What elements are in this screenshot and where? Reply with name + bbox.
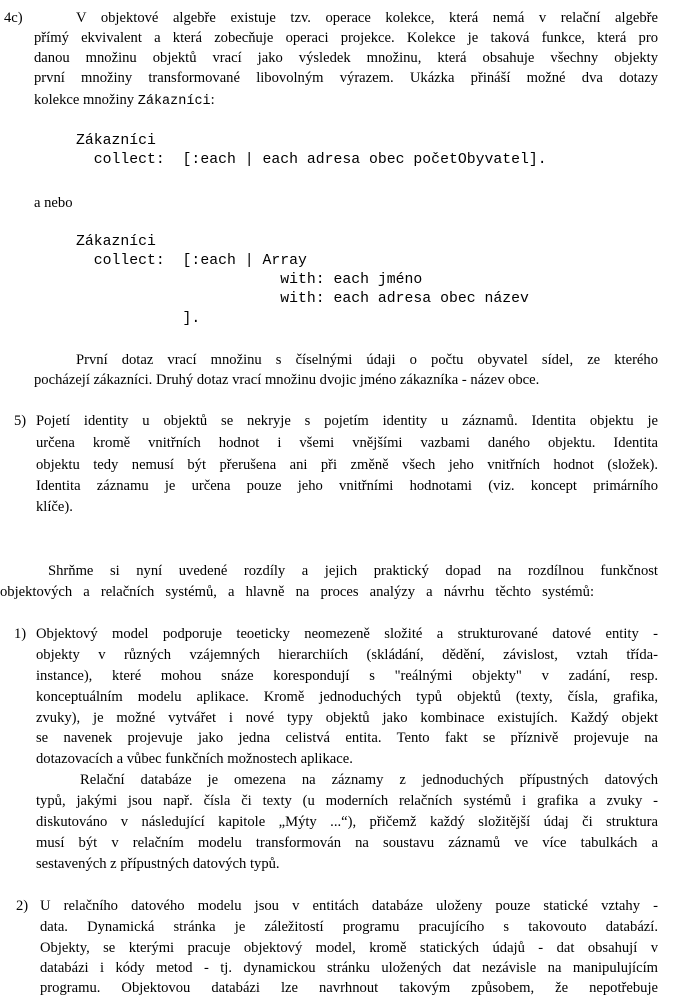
item2-line-2: data. Dynamická stránka je záležitostí programu pracujícího s takovouto databází.	[40, 919, 658, 935]
sec4c-line-1: V objektové algebře existuje tzv. operace kolekce, která nemá v relační algebře	[76, 10, 658, 26]
item1-line-1: Objektový model podporuje teoeticky neomezeně složité a strukturované datové entity -	[36, 626, 658, 642]
sec5-line-3: objektu tedy nemusí být přerušena ani při změně všech jeho vnitřních hodnot (složek).	[36, 457, 658, 473]
dotaz-line-1: První dotaz vrací množinu s číselnými údaji o počtu obyvatel sídel, ze kterého	[76, 352, 658, 368]
sec5-line-1: Pojetí identity u objektů se nekryje s pojetím identity u záznamů. Identita objektu je	[36, 413, 658, 429]
item2-line-1: U relačního datového modelu jsou v entitách databáze uloženy pouze statické vztahy -	[40, 898, 658, 914]
item2-label: 2)	[16, 898, 29, 914]
summary-line-1: Shrňme si nyní uvedené rozdíly a jejich praktický dopad na rozdílnou funkčnost	[48, 563, 658, 579]
section-label-4c: 4c)	[4, 10, 23, 26]
item1-line-7: dotazovacích a vůbec funkčních možnostech aplikace.	[36, 751, 353, 767]
item2-line-4: databázi i kódy metod - tj. dynamickou stránku uložených dat nezávisle na manipulujícím	[40, 960, 658, 976]
item1-label: 1)	[14, 626, 27, 642]
item1-para2-line-5: sestavených z přípustných datových typů.	[36, 856, 280, 872]
item1-line-6: se navenek projevuje jako jedna celistvá entita. Tento fakt se příznivě projevuje na	[36, 730, 658, 746]
inline-code-zakaznici: Zákazníci	[137, 94, 211, 109]
item1-line-5: zvuky), je možné vytvářet i nové typy objektů jako kombinace existujích. Každý objekt	[36, 710, 658, 726]
sec5-line-5: klíče).	[36, 499, 73, 515]
code1-line-1: Zákazníci	[76, 133, 156, 149]
section-label-5: 5)	[14, 413, 27, 429]
item1-para2-line-3: diskutováno v následující kapitole „Mýty ...“), přičemž každý složitější údaj či struktura	[36, 814, 658, 830]
code2-line-3: with: each jméno	[76, 272, 423, 288]
code2-line-5: ].	[76, 311, 201, 327]
item2-line-3: Objekty, se kterými pracuje objektový model, kromě statických údajů - dat obsahují v	[40, 940, 658, 956]
item1-para2-line-2: typů, jakými jsou např. čísla či texty (u moderních relačních systémů i grafika a zvuky -	[36, 793, 658, 809]
item1-para2-line-4: musí být v relačním modelu transformován na soustavu záznamů ve více tabulkách a	[36, 835, 658, 851]
code2-line-4: with: each adresa obec název	[76, 291, 529, 307]
sec5-line-2: určena kromě vnitřních hodnot i všemi vnějšími vazbami daného objektu. Identita	[36, 435, 658, 451]
sec4c-line-3: danou množinu objektů vrací jako výsledek množinu, která obsahuje všechny objekty	[34, 50, 658, 66]
a-nebo-text: a nebo	[34, 195, 73, 211]
code2-line-2: collect: [:each | Array	[76, 253, 307, 269]
item1-line-2: objekty v různých vzájemných hierarchiích (skládání, dědění, závislost, vztah třída-	[36, 647, 658, 663]
code1-line-2: collect: [:each | each adresa obec početObyvatel].	[76, 152, 547, 168]
code2-line-1: Zákazníci	[76, 234, 156, 250]
sec4c-line-5	[34, 90, 215, 110]
dotaz-line-2: pocházejí zákazníci. Druhý dotaz vrací množinu dvojic jméno zákazníka - název obce.	[34, 372, 540, 388]
item1-para2-line-1: Relační databáze je omezena na záznamy z jednoduchých přípustných datových	[80, 772, 658, 788]
item1-line-4: konceptuálním modelu aplikace. Kromě jednoduchých typů objektů (texty, čísla, grafika,	[36, 689, 658, 705]
sec4c-line-5-colon: :	[210, 92, 215, 108]
sec4c-line-2: přímý ekvivalent a která zobecňuje operaci projekce. Kolekce je taková funkce, která pro	[34, 30, 658, 46]
item1-line-3: instance), které mohou snáze korespondují s "reálnými objekty" v zadání, resp.	[36, 668, 658, 684]
sec4c-line-5-text: kolekce množiny	[34, 92, 138, 108]
summary-line-2: objektových a relačních systémů, a hlavně na proces analýzy a návrhu těchto systémů:	[0, 584, 594, 600]
item2-line-5: programu. Objektovou databázi lze navrhnout takovým způsobem, že nepotřebuje	[40, 980, 658, 996]
sec4c-line-4: první množiny transformované libovolným výrazem. Ukázka přináší možné dva dotazy	[34, 70, 658, 86]
sec5-line-4: Identita záznamu je určena pouze jeho vnitřními hodnotami (viz. koncept primárního	[36, 478, 658, 494]
